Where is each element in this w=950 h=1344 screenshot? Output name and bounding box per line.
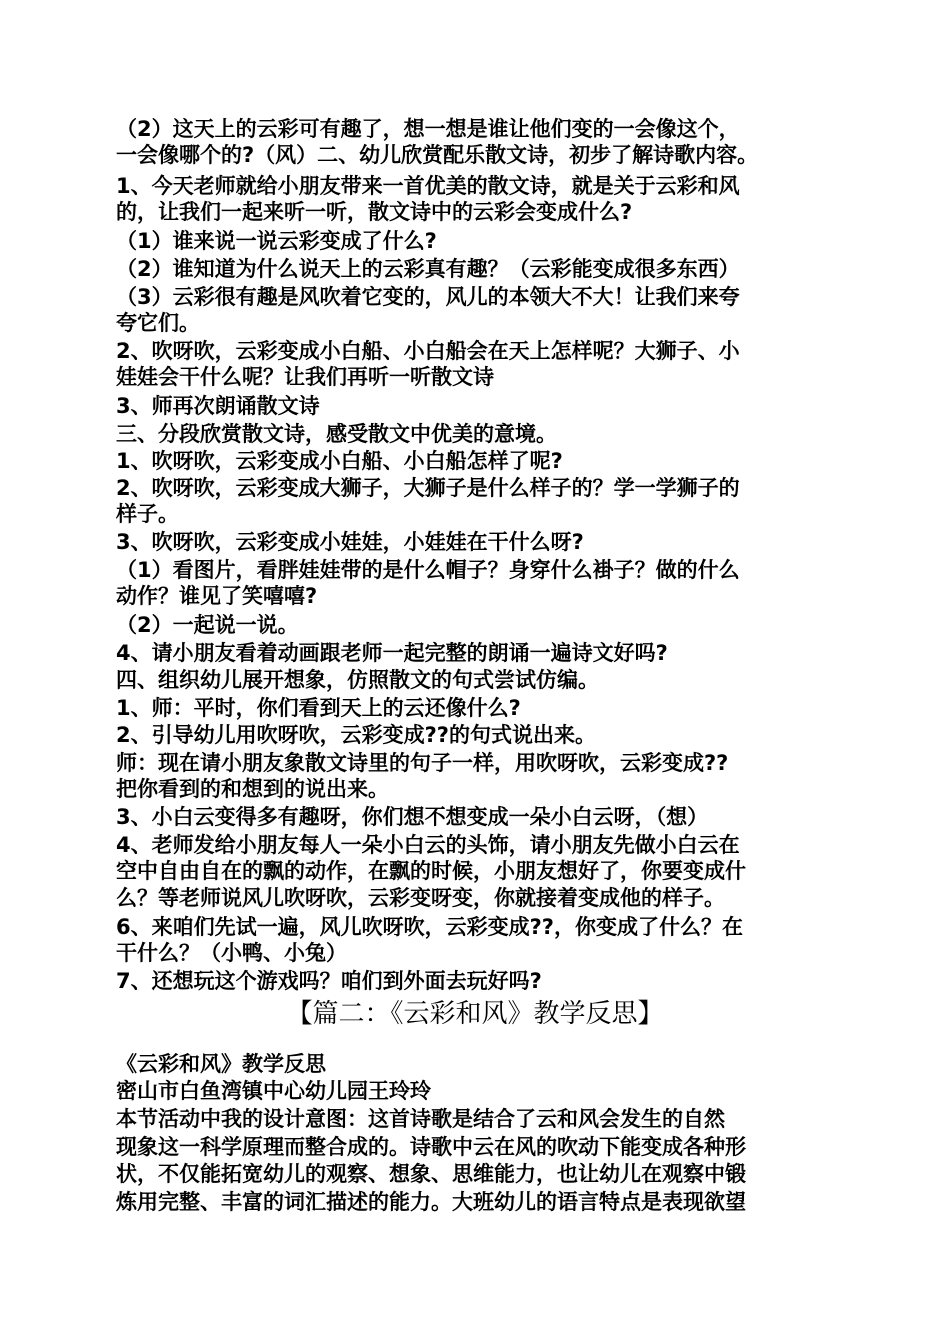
text-line: 样子。 bbox=[116, 502, 179, 526]
text-line: 2、引导幼儿用吹呀吹，云彩变成??的句式说出来。 bbox=[116, 723, 596, 747]
text-line: 炼用完整、丰富的词汇描述的能力。大班幼儿的语言特点是表现欲望 bbox=[116, 1190, 746, 1214]
text-line: 7、还想玩这个游戏吗？咱们到外面去玩好吗? bbox=[116, 969, 542, 993]
text-line: 2、吹呀吹，云彩变成小白船、小白船会在天上怎样呢？大狮子、小 bbox=[116, 339, 740, 363]
section-title: 【篇二：《云彩和风》教学反思】 bbox=[286, 999, 664, 1029]
author-line: 密山市白鱼湾镇中心幼儿园王玲玲 bbox=[116, 1079, 431, 1103]
text-line: （1）谁来说一说云彩变成了什么? bbox=[116, 229, 437, 253]
section-heading: 三、分段欣赏散文诗，感受散文中优美的意境。 bbox=[116, 422, 557, 446]
text-line: 1、吹呀吹，云彩变成小白船、小白船怎样了呢? bbox=[116, 449, 563, 473]
text-line: 师：现在请小朋友象散文诗里的句子一样，用吹呀吹，云彩变成?? bbox=[116, 751, 729, 775]
text-line: 1、今天老师就给小朋友带来一首优美的散文诗，就是关于云彩和风 bbox=[116, 174, 740, 198]
text-line: （1）看图片，看胖娃娃带的是什么帽子？身穿什么褂子？做的什么 bbox=[116, 558, 740, 582]
text-line: （2）一起说一说。 bbox=[116, 613, 299, 637]
text-line: 空中自由自在的飘的动作，在飘的时候，小朋友想好了，你要变成什 bbox=[116, 859, 746, 883]
text-line: （2）谁知道为什么说天上的云彩真有趣？（云彩能变成很多东西） bbox=[116, 257, 740, 281]
text-line: 1、师：平时，你们看到天上的云还像什么? bbox=[116, 696, 521, 720]
text-line: 的，让我们一起来听一听，散文诗中的云彩会变成什么? bbox=[116, 200, 633, 224]
article-title: 《云彩和风》教学反思 bbox=[116, 1052, 326, 1076]
text-line: 4、请小朋友看着动画跟老师一起完整的朗诵一遍诗文好吗? bbox=[116, 641, 668, 665]
text-line: 状，不仅能拓宽幼儿的观察、想象、思维能力，也让幼儿在观察中锻 bbox=[116, 1162, 746, 1186]
text-line: 4、老师发给小朋友每人一朵小白云的头饰，请小朋友先做小白云在 bbox=[116, 833, 740, 857]
text-line: 么？等老师说风儿吹呀吹，云彩变呀变，你就接着变成他的样子。 bbox=[116, 886, 725, 910]
text-line: 娃娃会干什么呢？让我们再听一听散文诗 bbox=[116, 365, 494, 389]
section-heading: 四、组织幼儿展开想象，仿照散文的句式尝试仿编。 bbox=[116, 668, 599, 692]
text-line: 3、师再次朗诵散文诗 bbox=[116, 394, 320, 418]
text-line: 现象这一科学原理而整合成的。诗歌中云在风的吹动下能变成各种形 bbox=[116, 1135, 746, 1159]
text-line: 干什么？（小鸭、小兔） bbox=[116, 941, 347, 965]
text-line: 3、吹呀吹，云彩变成小娃娃，小娃娃在干什么呀? bbox=[116, 530, 584, 554]
text-line: 6、来咱们先试一遍，风儿吹呀吹，云彩变成??，你变成了什么？在 bbox=[116, 915, 743, 939]
text-line: （3）云彩很有趣是风吹着它变的，风儿的本领大不大！让我们来夸 bbox=[116, 285, 740, 309]
text-line: 夸它们。 bbox=[116, 311, 200, 335]
text-line: （2）这天上的云彩可有趣了，想一想是谁让他们变的一会像这个， bbox=[116, 117, 740, 141]
text-line: 2、吹呀吹，云彩变成大狮子，大狮子是什么样子的？学一学狮子的 bbox=[116, 476, 740, 500]
text-line: 把你看到的和想到的说出来。 bbox=[116, 777, 389, 801]
text-line: 动作？谁见了笑嘻嘻? bbox=[116, 584, 318, 608]
text-line: 一会像哪个的?（风）二、幼儿欣赏配乐散文诗，初步了解诗歌内容。 bbox=[116, 143, 759, 167]
text-line: 本节活动中我的设计意图：这首诗歌是结合了云和风会发生的自然 bbox=[116, 1107, 725, 1131]
text-line: 3、小白云变得多有趣呀，你们想不想变成一朵小白云呀，（想） bbox=[116, 805, 709, 829]
